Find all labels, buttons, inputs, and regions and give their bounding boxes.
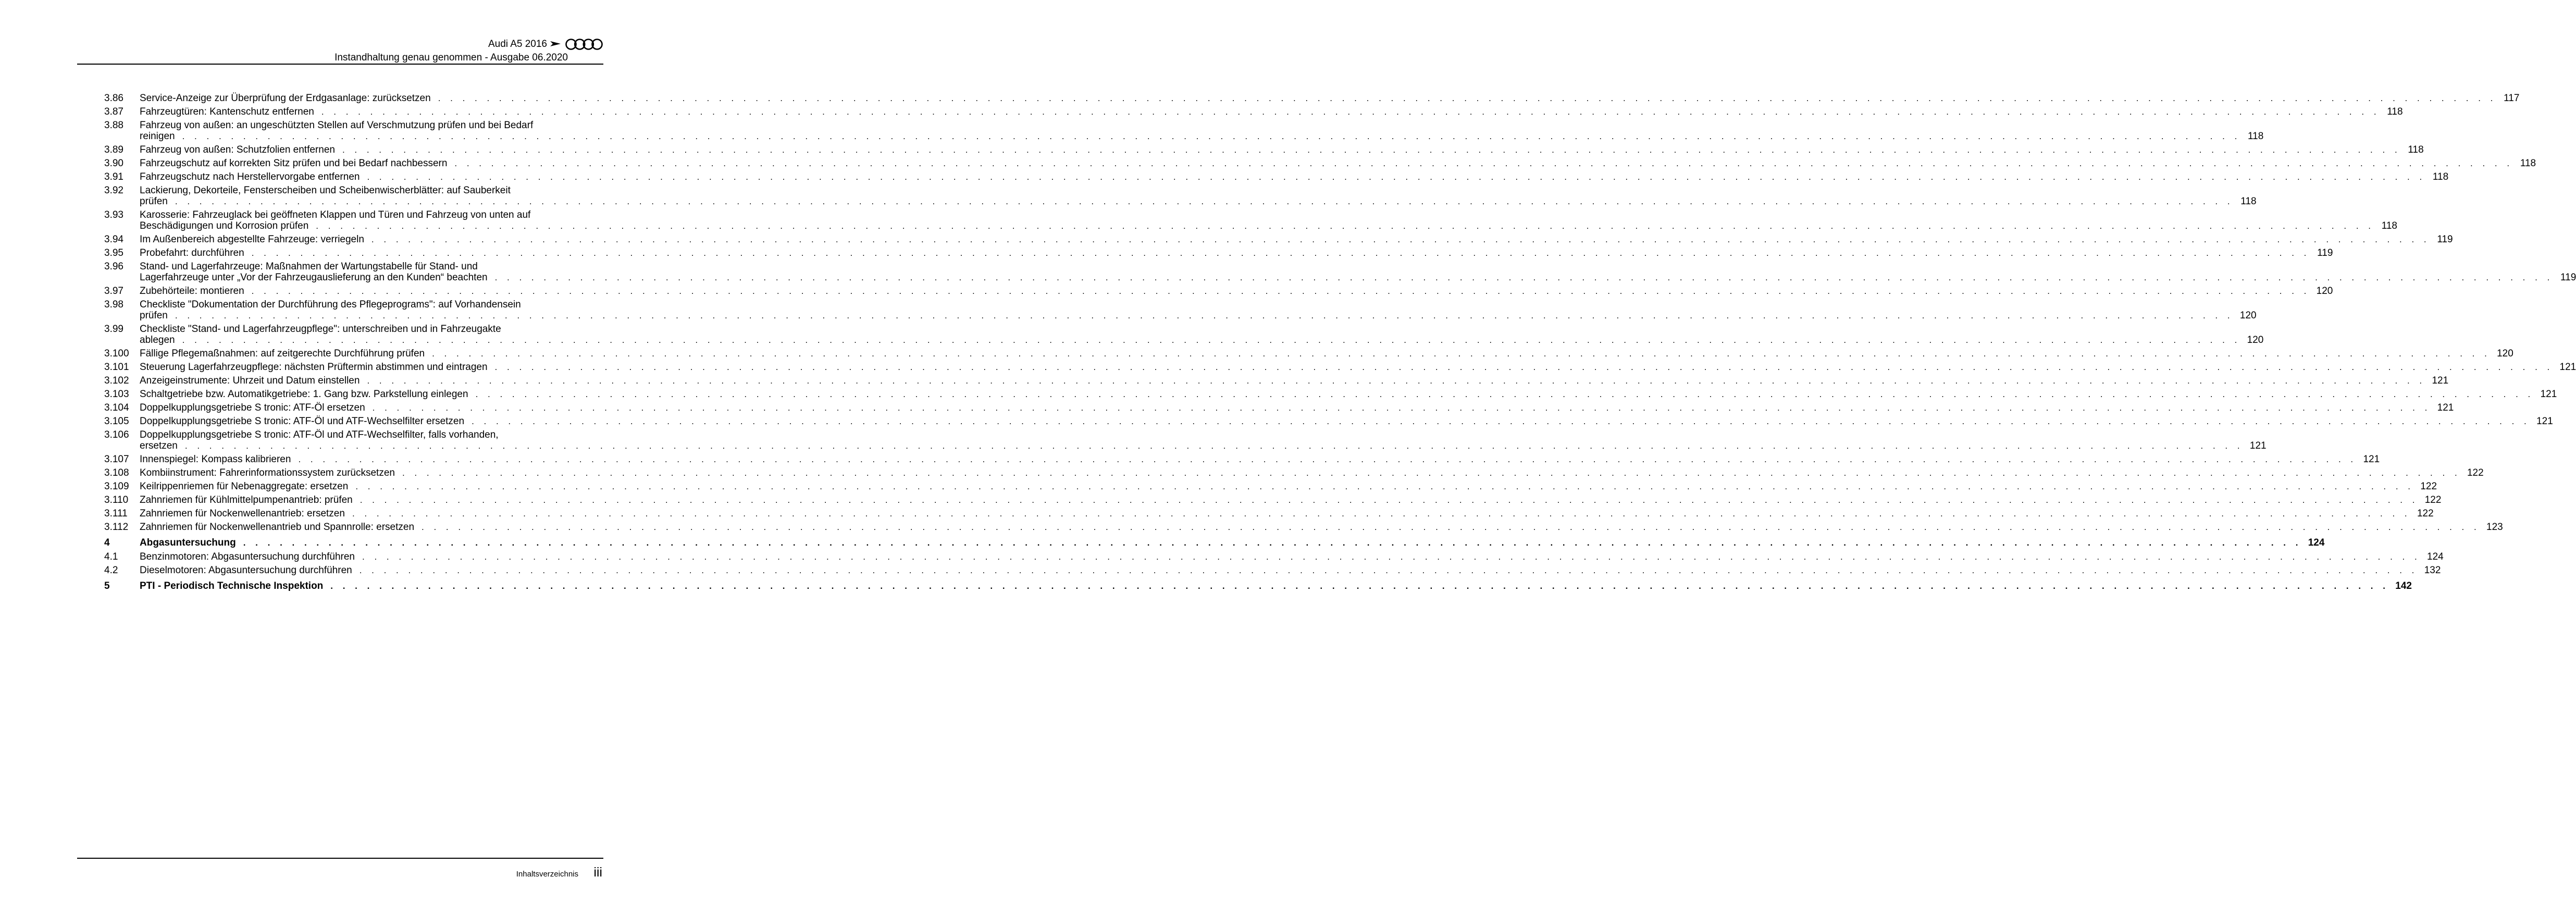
dot-leader: [330, 580, 2389, 591]
toc-entry-number: 3.100: [104, 348, 129, 359]
toc-entry-last-line: [140, 220, 2397, 231]
toc-entry-body: [140, 508, 2434, 519]
toc-entry-page: 120: [2497, 348, 2513, 359]
toc-entry[interactable]: [104, 170, 2449, 184]
toc-entry-title: Schaltgetriebe bzw. Automatikgetriebe: 1. Gang bzw. Parkstellung einlegen: [140, 389, 468, 400]
toc-entry-page: 120: [2316, 286, 2333, 297]
toc-entry-body: [140, 481, 2437, 492]
toc-entry[interactable]: [104, 298, 2257, 323]
toc-entry-last-line: [140, 508, 2434, 519]
toc-entry[interactable]: [104, 577, 2412, 594]
toc-entry[interactable]: [104, 119, 2264, 143]
toc-entry-page: 122: [2417, 508, 2434, 519]
toc-entry-number: 3.96: [104, 261, 123, 272]
dot-leader: [252, 286, 2310, 297]
toc-entry-body: [140, 375, 2448, 386]
toc-entry-page: 124: [2308, 537, 2325, 548]
toc-entry-title: Fahrzeugschutz auf korrekten Sitz prüfen und bei Bedarf nachbessern: [140, 158, 448, 169]
toc-entry-last-line: [140, 551, 2444, 562]
dot-leader: [355, 481, 2414, 492]
toc-entry-number: 3.105: [104, 416, 129, 427]
toc-entry[interactable]: [104, 550, 2444, 564]
toc-entry[interactable]: [104, 285, 2333, 298]
toc-entry-body: [140, 144, 2424, 155]
toc-entry-last-line: [140, 234, 2453, 245]
toc-entry-body: [140, 286, 2333, 297]
toc-entry-page: 132: [2424, 565, 2441, 576]
dot-leader: [438, 93, 2497, 104]
toc-entry-number: 3.99: [104, 324, 123, 335]
toc-entry-number: 4.2: [104, 565, 118, 576]
toc-entry[interactable]: [104, 361, 2576, 374]
toc-entry-title: reinigen: [140, 131, 175, 142]
toc-entry[interactable]: [104, 493, 2442, 507]
dot-leader: [316, 220, 2374, 231]
toc-entry-body: [140, 429, 2267, 451]
toc-entry[interactable]: [104, 507, 2434, 521]
toc-entry-page: 118: [2248, 131, 2264, 142]
toc-entry-last-line: [140, 389, 2557, 400]
toc-entry-body: [140, 551, 2444, 562]
toc-entry-page: 121: [2437, 402, 2454, 413]
dot-leader: [472, 416, 2530, 427]
dot-leader: [252, 248, 2310, 258]
toc-entry[interactable]: [104, 157, 2536, 170]
toc-entry-title: Im Außenbereich abgestellte Fahrzeuge: verriegeln: [140, 234, 364, 245]
toc-entry-title: Anzeigeinstrumente: Uhrzeit und Datum einstellen: [140, 375, 360, 386]
toc-entry-number: 3.109: [104, 481, 129, 492]
toc-entry-number: 3.107: [104, 454, 129, 465]
toc-entry-title: PTI - Periodisch Technische Inspektion: [140, 580, 324, 591]
toc-entry-title: Zubehörteile: montieren: [140, 286, 244, 297]
toc-entry-number: 3.110: [104, 495, 129, 505]
toc-entry-title: Probefahrt: durchführen: [140, 248, 244, 258]
dot-leader: [175, 196, 2234, 207]
toc-entry-body: [140, 158, 2536, 169]
toc-entry-last-line: [140, 93, 2519, 104]
toc-entry-last-line: [140, 171, 2448, 182]
toc-entry-number: 3.93: [104, 209, 123, 220]
toc-entry-page: 121: [2363, 454, 2380, 465]
toc-entry-body: [140, 209, 2397, 231]
dot-leader: [185, 440, 2244, 451]
footer-section-label: Inhaltsverzeichnis: [516, 870, 578, 879]
toc-entry-page: 122: [2424, 495, 2442, 505]
toc-entry-title: Fällige Pflegemaßnahmen: auf zeitgerechte Durchführung prüfen: [140, 348, 425, 359]
toc-entry-page: 122: [2467, 467, 2484, 478]
toc-entry-page: 121: [2540, 389, 2557, 400]
toc-entry-title: Lagerfahrzeuge unter „Vor der Fahrzeugauslieferung an den Kunden“ beachten: [140, 272, 488, 283]
toc-entry-title-line: Lackierung, Dekorteile, Fensterscheiben und Scheibenwischerblätter: auf Sauberkeit: [140, 185, 511, 196]
toc-entry-last-line: [140, 348, 2513, 359]
toc-entry[interactable]: [104, 105, 2403, 119]
toc-entry-last-line: [140, 522, 2503, 533]
dot-leader: [432, 348, 2491, 359]
toc-entry-title: Zahnriemen für Kühlmittelpumpenantrieb: prüfen: [140, 495, 353, 505]
dot-leader: [362, 551, 2421, 562]
toc-entry-last-line: [140, 310, 2257, 321]
toc-entry-number: 3.92: [104, 185, 123, 196]
toc-entry-number: 4.1: [104, 551, 118, 562]
toc-entry-page: 121: [2559, 362, 2576, 373]
toc-entry-title: Kombiinstrument: Fahrerinformationssystem zurücksetzen: [140, 467, 395, 478]
toc-entry-body: [140, 299, 2257, 321]
table-of-contents: [104, 92, 2576, 594]
toc-entry[interactable]: [104, 428, 2267, 453]
toc-entry-page: 121: [2249, 440, 2267, 451]
toc-entry[interactable]: [104, 388, 2557, 401]
toc-entry-number: 3.88: [104, 120, 123, 131]
toc-entry-page: 142: [2395, 580, 2412, 591]
toc-entry-number: 3.112: [104, 522, 129, 533]
toc-entry-number: 3.91: [104, 171, 123, 182]
toc-entry-title: Fahrzeug von außen: Schutzfolien entfernen: [140, 144, 335, 155]
toc-entry-number: 3.95: [104, 248, 123, 258]
toc-entry[interactable]: [104, 92, 2520, 105]
toc-entry[interactable]: [104, 143, 2424, 157]
toc-entry-title-line: Stand- und Lagerfahrzeuge: Maßnahmen der Wartungstabelle für Stand- und: [140, 261, 478, 272]
toc-entry-number: 3.106: [104, 429, 129, 440]
toc-entry-body: [140, 120, 2263, 142]
toc-entry-page: 122: [2420, 481, 2437, 492]
toc-entry-title: Zahnriemen für Nockenwellenantrieb und Spannrolle: ersetzen: [140, 522, 415, 533]
toc-entry-last-line: [140, 272, 2576, 283]
toc-entry-last-line: [140, 440, 2267, 451]
header-divider: [77, 64, 603, 65]
toc-entry-page: 120: [2247, 335, 2264, 345]
dot-leader: [476, 389, 2534, 400]
toc-entry-title: Doppelkupplungsgetriebe S tronic: ATF-Öl und ATF-Wechselfilter ersetzen: [140, 416, 465, 427]
toc-entry[interactable]: [104, 233, 2453, 246]
toc-entry-title: Beschädigungen und Korrosion prüfen: [140, 220, 309, 231]
dot-leader: [495, 272, 2554, 283]
toc-entry-number: 3.89: [104, 144, 123, 155]
toc-entry[interactable]: [104, 480, 2437, 493]
toc-entry-title: Innenspiegel: Kompass kalibrieren: [140, 454, 291, 465]
toc-entry-body: [140, 93, 2519, 104]
dot-leader: [495, 362, 2554, 373]
toc-entry-number: 3.111: [104, 508, 128, 519]
toc-entry-number: 3.98: [104, 299, 123, 310]
toc-entry-last-line: [140, 375, 2448, 386]
toc-entry-page: 118: [2387, 106, 2403, 117]
audi-rings-logo-icon: [565, 38, 603, 51]
toc-entry-body: [140, 565, 2441, 576]
toc-entry-last-line: [140, 402, 2454, 413]
toc-entry[interactable]: [104, 208, 2397, 233]
dot-leader: [298, 454, 2357, 465]
toc-entry-last-line: [140, 565, 2441, 576]
toc-entry[interactable]: [104, 184, 2257, 208]
toc-entry-number: 3.104: [104, 402, 129, 413]
toc-entry[interactable]: [104, 401, 2454, 415]
toc-entry-last-line: [140, 196, 2257, 207]
toc-entry-last-line: [140, 335, 2263, 345]
toc-entry-number: 3.108: [104, 467, 129, 478]
toc-entry-body: [140, 467, 2484, 478]
toc-entry-title-line: Karosserie: Fahrzeuglack bei geöffneten Klappen und Türen und Fahrzeug von unten auf: [140, 209, 531, 220]
toc-entry-title: Zahnriemen für Nockenwellenantrieb: ersetzen: [140, 508, 345, 519]
toc-entry-number: 3.102: [104, 375, 129, 386]
toc-entry-page: 118: [2432, 171, 2449, 182]
toc-entry-number: 3.94: [104, 234, 123, 245]
toc-entry-number: 3.103: [104, 389, 129, 400]
toc-entry-page: 118: [2520, 158, 2536, 169]
toc-entry-title-line: Fahrzeug von außen: an ungeschützten Stellen auf Verschmutzung prüfen und bei Bedarf: [140, 120, 534, 131]
dot-leader: [182, 335, 2241, 345]
toc-entry-number: 4: [104, 537, 110, 548]
toc-entry-last-line: [140, 362, 2576, 373]
toc-entry-number: 3.86: [104, 93, 123, 104]
toc-entry[interactable]: [104, 453, 2380, 466]
toc-entry[interactable]: [104, 260, 2576, 285]
toc-entry-title: Abgasuntersuchung: [140, 537, 236, 548]
toc-entry-last-line: [140, 495, 2441, 505]
toc-entry-body: [140, 348, 2513, 359]
toc-entry-last-line: [140, 158, 2536, 169]
header-subtitle: Instandhaltung genau genommen - Ausgabe 06.2020: [335, 52, 568, 63]
toc-entry-body: [140, 522, 2503, 533]
page-header: [77, 35, 603, 65]
dot-leader: [175, 310, 2234, 321]
toc-entry[interactable]: [104, 415, 2553, 428]
toc-entry-last-line: [140, 454, 2380, 465]
toc-entry-body: [140, 234, 2453, 245]
toc-entry[interactable]: [104, 564, 2441, 577]
toc-entry[interactable]: [104, 374, 2449, 388]
toc-entry-page: 118: [2408, 144, 2424, 155]
toc-entry-body: [140, 324, 2263, 345]
dot-leader: [182, 131, 2241, 142]
toc-entry[interactable]: [104, 534, 2325, 550]
toc-entry-page: 124: [2427, 551, 2444, 562]
toc-entry-title-line: Doppelkupplungsgetriebe S tronic: ATF-Öl und ATF-Wechselfilter, falls vorhanden,: [140, 429, 499, 440]
toc-entry-title: Doppelkupplungsgetriebe S tronic: ATF-Öl ersetzen: [140, 402, 365, 413]
toc-entry[interactable]: [104, 466, 2484, 480]
toc-entry-body: [140, 171, 2448, 182]
toc-entry-title: Fahrzeugtüren: Kantenschutz entfernen: [140, 106, 314, 117]
toc-entry-title-line: Checkliste "Dokumentation der Durchführung des Pflegeprograms": auf Vorhandensein: [140, 299, 521, 310]
toc-entry-number: 3.87: [104, 106, 123, 117]
toc-entry-page: 118: [2240, 196, 2257, 207]
toc-entry-title: ersetzen: [140, 440, 178, 451]
toc-entry[interactable]: [104, 323, 2264, 347]
toc-entry-last-line: [140, 131, 2263, 142]
toc-entry-number: 3.97: [104, 286, 123, 297]
dot-leader: [360, 495, 2419, 505]
toc-entry-body: [140, 495, 2441, 505]
toc-entry-last-line: [140, 580, 2412, 591]
toc-entry-body: [140, 389, 2557, 400]
toc-entry-page: 118: [2381, 220, 2397, 231]
toc-entry-page: 120: [2239, 310, 2257, 321]
toc-entry-body: [140, 106, 2403, 117]
toc-entry-page: 117: [2504, 93, 2520, 104]
header-model: Audi A5 2016: [488, 39, 547, 50]
toc-entry-title: Service-Anzeige zur Überprüfung der Erdgasanlage: zurücksetzen: [140, 93, 431, 104]
toc-entry-page: 119: [2317, 248, 2333, 258]
toc-entry-title: Benzinmotoren: Abgasuntersuchung durchführen: [140, 551, 355, 562]
toc-entry-title: Keilrippenriemen für Nebenaggregate: ersetzen: [140, 481, 349, 492]
toc-entry[interactable]: [104, 521, 2503, 534]
toc-entry-body: [140, 362, 2576, 373]
toc-entry-title: prüfen: [140, 196, 168, 207]
dot-leader: [402, 467, 2461, 478]
toc-entry-body: [140, 537, 2324, 548]
toc-entry-title-line: Checkliste "Stand- und Lagerfahrzeugpflege": unterschreiben und in Fahrzeugakte: [140, 324, 501, 335]
dot-leader: [454, 158, 2513, 169]
footer-page-number: iii: [593, 865, 602, 880]
toc-entry-number: 5: [104, 580, 110, 591]
toc-entry[interactable]: [104, 347, 2513, 361]
toc-entry-title: ablegen: [140, 335, 175, 345]
toc-entry-page: 121: [2536, 416, 2553, 427]
toc-entry-number: 3.90: [104, 158, 123, 169]
dot-leader: [373, 402, 2431, 413]
toc-entry-page: 123: [2486, 522, 2503, 533]
toc-entry-last-line: [140, 416, 2553, 427]
toc-entry-page: 121: [2432, 375, 2449, 386]
toc-entry-last-line: [140, 106, 2403, 117]
toc-entry-last-line: [140, 286, 2333, 297]
dot-leader: [422, 522, 2480, 533]
toc-entry-page: 119: [2437, 234, 2453, 245]
arrow-right-icon: [550, 40, 561, 47]
dot-leader: [367, 171, 2425, 182]
toc-entry-body: [140, 185, 2257, 207]
toc-entry-number: 3.101: [104, 362, 129, 373]
footer-divider: [77, 858, 603, 859]
dot-leader: [371, 234, 2430, 245]
dot-leader: [367, 375, 2425, 386]
toc-entry[interactable]: [104, 246, 2333, 260]
dot-leader: [360, 565, 2418, 576]
toc-entry-last-line: [140, 467, 2484, 478]
toc-entry-last-line: [140, 144, 2424, 155]
dot-leader: [321, 106, 2380, 117]
toc-entry-title: prüfen: [140, 310, 168, 321]
toc-entry-page: 119: [2560, 272, 2576, 283]
dot-leader: [243, 537, 2302, 548]
toc-entry-body: [140, 416, 2553, 427]
toc-entry-title: Dieselmotoren: Abgasuntersuchung durchführen: [140, 565, 352, 576]
dot-leader: [352, 508, 2411, 519]
toc-entry-body: [140, 454, 2380, 465]
toc-entry-last-line: [140, 248, 2333, 258]
toc-entry-body: [140, 402, 2454, 413]
toc-entry-title: Steuerung Lagerfahrzeugpflege: nächsten Prüftermin abstimmen und eintragen: [140, 362, 488, 373]
toc-entry-body: [140, 580, 2412, 591]
toc-entry-body: [140, 261, 2576, 283]
toc-entry-last-line: [140, 481, 2437, 492]
toc-entry-title: Fahrzeugschutz nach Herstellervorgabe entfernen: [140, 171, 360, 182]
toc-entry-body: [140, 248, 2333, 258]
dot-leader: [342, 144, 2401, 155]
toc-entry-last-line: [140, 537, 2324, 548]
